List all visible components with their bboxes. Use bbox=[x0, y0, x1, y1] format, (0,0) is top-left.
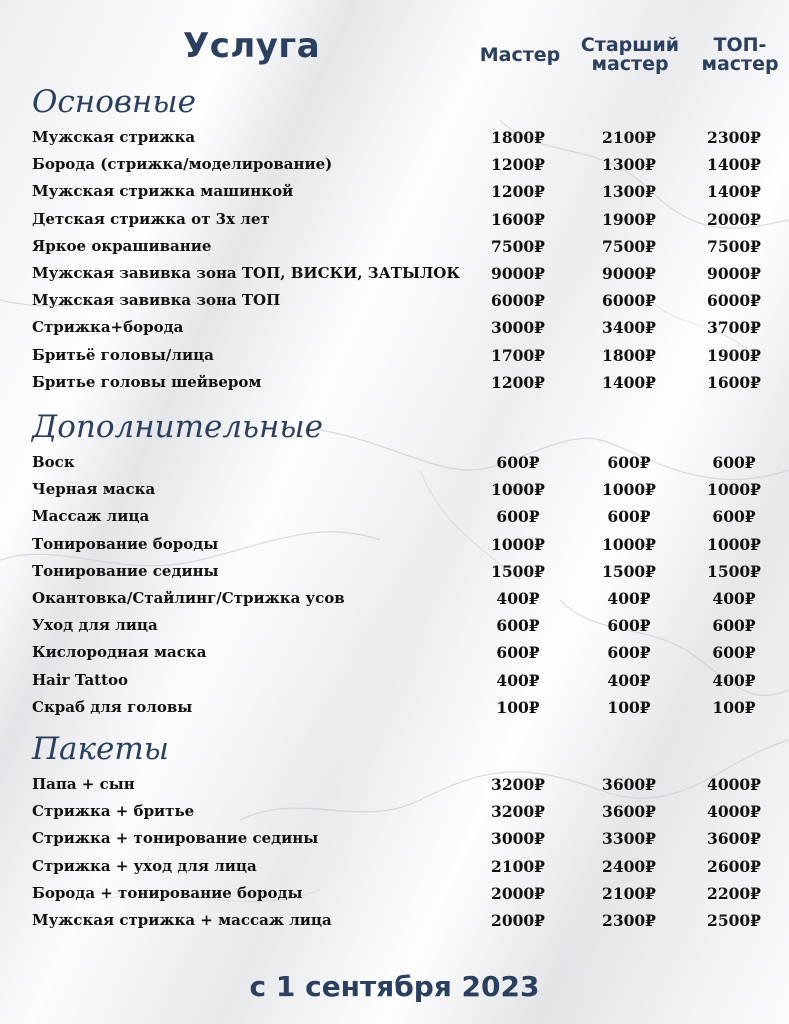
price-master: 3000₽ bbox=[491, 318, 545, 338]
service-name: Мужская завивка зона ТОП bbox=[32, 291, 281, 310]
service-name: Борода + тонирование бороды bbox=[32, 883, 303, 902]
price-top-master: 7500₽ bbox=[707, 236, 761, 256]
price-row bbox=[0, 449, 789, 476]
price-master: 600₽ bbox=[496, 453, 540, 472]
price-master: 600₽ bbox=[496, 616, 540, 636]
price-row bbox=[0, 260, 789, 287]
price-top-master: 2600₽ bbox=[707, 856, 761, 876]
price-senior-master: 7500₽ bbox=[602, 236, 656, 256]
price-top-master: 1500₽ bbox=[707, 561, 761, 581]
price-senior-master: 1000₽ bbox=[602, 534, 656, 554]
price-top-master: 3700₽ bbox=[707, 318, 761, 338]
price-top-master: 2200₽ bbox=[707, 883, 761, 903]
price-master: 3200₽ bbox=[491, 802, 545, 822]
price-top-master: 2500₽ bbox=[707, 910, 761, 930]
service-name: Стрижка + уход для лица bbox=[32, 856, 257, 875]
price-master: 7500₽ bbox=[491, 236, 545, 256]
service-name: Мужская стрижка машинкой bbox=[32, 182, 294, 201]
price-senior-master: 600₽ bbox=[607, 616, 651, 636]
price-top-master: 9000₽ bbox=[707, 263, 761, 283]
price-senior-master: 600₽ bbox=[607, 643, 651, 663]
price-senior-master: 2300₽ bbox=[602, 910, 656, 930]
price-senior-master: 3400₽ bbox=[602, 318, 656, 338]
price-master: 400₽ bbox=[496, 670, 540, 690]
price-row bbox=[0, 880, 789, 907]
price-senior-master: 6000₽ bbox=[602, 291, 656, 311]
price-master: 600₽ bbox=[496, 507, 540, 527]
price-senior-master: 1800₽ bbox=[602, 345, 656, 365]
price-top-master: 2300₽ bbox=[707, 128, 761, 147]
price-top-master: 1000₽ bbox=[707, 534, 761, 554]
service-name: Детская стрижка от 3х лет bbox=[32, 209, 270, 228]
price-senior-master: 1900₽ bbox=[602, 209, 656, 229]
price-senior-master: 9000₽ bbox=[602, 263, 656, 283]
service-name: Мужская завивка зона ТОП, ВИСКИ, ЗАТЫЛОК bbox=[32, 263, 460, 282]
service-name: Борода (стрижка/моделирование) bbox=[32, 155, 333, 174]
price-senior-master: 600₽ bbox=[607, 507, 651, 527]
price-senior-master: 2100₽ bbox=[602, 128, 656, 147]
price-row bbox=[0, 639, 789, 666]
price-master: 1000₽ bbox=[491, 480, 545, 500]
price-senior-master: 3300₽ bbox=[602, 829, 656, 849]
price-row bbox=[0, 585, 789, 612]
price-row bbox=[0, 853, 789, 880]
service-name: Черная маска bbox=[32, 480, 156, 499]
price-senior-master: 600₽ bbox=[607, 453, 651, 472]
service-name: Стрижка+борода bbox=[32, 318, 184, 337]
price-master: 1200₽ bbox=[491, 155, 545, 175]
price-row bbox=[0, 124, 789, 151]
price-row bbox=[0, 342, 789, 369]
price-top-master: 4000₽ bbox=[707, 802, 761, 822]
price-top-master: 1400₽ bbox=[707, 182, 761, 202]
price-senior-master: 1400₽ bbox=[602, 372, 656, 392]
service-name: Воск bbox=[32, 453, 75, 471]
price-row bbox=[0, 369, 789, 396]
price-top-master: 600₽ bbox=[712, 643, 756, 663]
price-row bbox=[0, 667, 789, 694]
price-senior-master: 1000₽ bbox=[602, 480, 656, 500]
service-name: Hair Tattoo bbox=[32, 670, 129, 689]
price-master: 2000₽ bbox=[491, 910, 545, 930]
price-master: 1800₽ bbox=[491, 128, 545, 147]
price-row bbox=[0, 476, 789, 503]
service-name: Тонирование седины bbox=[32, 561, 219, 580]
service-name: Окантовка/Стайлинг/Стрижка усов bbox=[32, 588, 345, 607]
column-top-master: ТОП- мастер bbox=[701, 34, 779, 75]
section-title: Дополнительные bbox=[32, 409, 323, 445]
price-row bbox=[0, 825, 789, 852]
price-master: 1000₽ bbox=[491, 534, 545, 554]
service-name: Стрижка + бритье bbox=[32, 802, 195, 821]
price-row bbox=[0, 233, 789, 260]
page-title: Услуга bbox=[183, 26, 321, 66]
price-row bbox=[0, 612, 789, 639]
service-name: Тонирование бороды bbox=[32, 534, 219, 553]
price-row bbox=[0, 907, 789, 934]
price-senior-master: 1300₽ bbox=[602, 182, 656, 202]
price-top-master: 3600₽ bbox=[707, 829, 761, 849]
price-master: 100₽ bbox=[496, 697, 540, 717]
price-top-master: 100₽ bbox=[712, 697, 756, 717]
price-row bbox=[0, 531, 789, 558]
section-3 bbox=[0, 727, 789, 934]
price-master: 1500₽ bbox=[491, 561, 545, 581]
price-master: 1700₽ bbox=[491, 345, 545, 365]
price-top-master: 1600₽ bbox=[707, 372, 761, 392]
price-row bbox=[0, 151, 789, 178]
price-row bbox=[0, 178, 789, 205]
price-row bbox=[0, 558, 789, 585]
price-top-master: 1000₽ bbox=[707, 480, 761, 500]
price-senior-master: 2400₽ bbox=[602, 856, 656, 876]
price-top-master: 600₽ bbox=[712, 453, 756, 472]
price-row bbox=[0, 287, 789, 314]
price-top-master: 6000₽ bbox=[707, 291, 761, 311]
price-master: 3200₽ bbox=[491, 775, 545, 794]
price-top-master: 600₽ bbox=[712, 507, 756, 527]
price-row bbox=[0, 771, 789, 798]
section-1 bbox=[0, 80, 789, 396]
price-senior-master: 3600₽ bbox=[602, 802, 656, 822]
section-2 bbox=[0, 405, 789, 721]
price-senior-master: 400₽ bbox=[607, 670, 651, 690]
price-top-master: 4000₽ bbox=[707, 775, 761, 794]
service-name: Кислородная маска bbox=[32, 643, 207, 662]
service-name: Яркое окрашивание bbox=[32, 236, 212, 255]
service-name: Уход для лица bbox=[32, 616, 158, 635]
price-master: 6000₽ bbox=[491, 291, 545, 311]
price-senior-master: 400₽ bbox=[607, 588, 651, 608]
price-row bbox=[0, 798, 789, 825]
price-header bbox=[0, 0, 789, 90]
price-top-master: 400₽ bbox=[712, 670, 756, 690]
price-top-master: 1900₽ bbox=[707, 345, 761, 365]
price-senior-master: 1500₽ bbox=[602, 561, 656, 581]
price-master: 3000₽ bbox=[491, 829, 545, 849]
price-master: 400₽ bbox=[496, 588, 540, 608]
price-top-master: 1400₽ bbox=[707, 155, 761, 175]
service-name: Массаж лица bbox=[32, 507, 150, 526]
section-title: Основные bbox=[32, 84, 196, 120]
price-master: 1200₽ bbox=[491, 372, 545, 392]
price-row bbox=[0, 694, 789, 721]
price-senior-master: 100₽ bbox=[607, 697, 651, 717]
service-name: Папа + сын bbox=[32, 775, 135, 793]
price-senior-master: 3600₽ bbox=[602, 775, 656, 794]
price-master: 1200₽ bbox=[491, 182, 545, 202]
service-name: Стрижка + тонирование седины bbox=[32, 829, 319, 848]
column-master: Мастер bbox=[479, 44, 561, 66]
price-senior-master: 2100₽ bbox=[602, 883, 656, 903]
price-master: 2100₽ bbox=[491, 856, 545, 876]
price-top-master: 600₽ bbox=[712, 616, 756, 636]
service-name: Мужская стрижка bbox=[32, 128, 196, 146]
price-master: 1600₽ bbox=[491, 209, 545, 229]
section-title: Пакеты bbox=[32, 731, 170, 767]
price-row bbox=[0, 206, 789, 233]
price-master: 2000₽ bbox=[491, 883, 545, 903]
service-name: Скраб для головы bbox=[32, 697, 193, 716]
price-top-master: 2000₽ bbox=[707, 209, 761, 229]
price-master: 600₽ bbox=[496, 643, 540, 663]
service-name: Мужская стрижка + массаж лица bbox=[32, 910, 332, 929]
effective-date: с 1 сентября 2023 bbox=[249, 970, 540, 1003]
price-row bbox=[0, 314, 789, 341]
price-row bbox=[0, 503, 789, 530]
service-name: Бритьё головы/лица bbox=[32, 345, 214, 364]
price-senior-master: 1300₽ bbox=[602, 155, 656, 175]
price-master: 9000₽ bbox=[491, 263, 545, 283]
service-name: Бритье головы шейвером bbox=[32, 372, 262, 391]
price-top-master: 400₽ bbox=[712, 588, 756, 608]
column-senior-master: Старший мастер bbox=[580, 34, 680, 75]
